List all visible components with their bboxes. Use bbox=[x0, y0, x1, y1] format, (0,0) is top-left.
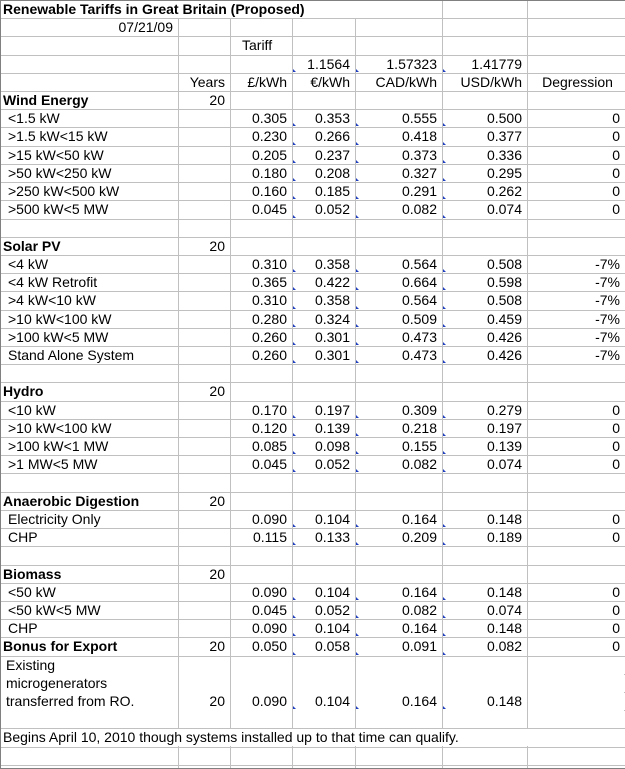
tariff-eur: 0.104 bbox=[314, 620, 350, 636]
comment-indicator-icon bbox=[356, 524, 359, 527]
tariff-gbp: 0.310 bbox=[251, 292, 287, 308]
tariff-cad: 0.327 bbox=[401, 165, 437, 181]
comment-indicator-icon bbox=[443, 524, 446, 527]
tariff-gbp: 0.085 bbox=[251, 438, 287, 454]
degression-value: 0 bbox=[612, 456, 620, 472]
row-label: CHP bbox=[8, 529, 38, 545]
row-label: <4 kW bbox=[8, 256, 49, 272]
tariff-gbp: 0.120 bbox=[251, 420, 287, 436]
tariff-cad: 0.564 bbox=[401, 256, 437, 272]
comment-indicator-icon bbox=[443, 69, 446, 72]
section-years: 20 bbox=[209, 493, 225, 509]
comment-indicator-icon bbox=[293, 142, 296, 145]
comment-indicator-icon bbox=[356, 342, 359, 345]
header-cad: CAD/kWh bbox=[375, 74, 437, 90]
comment-indicator-icon bbox=[443, 215, 446, 218]
comment-indicator-icon bbox=[356, 287, 359, 290]
comment-indicator-icon bbox=[356, 178, 359, 181]
section-title: Solar PV bbox=[3, 238, 61, 254]
section-years: 20 bbox=[209, 566, 225, 582]
comment-indicator-icon bbox=[443, 287, 446, 290]
comment-indicator-icon bbox=[356, 615, 359, 618]
tariff-gbp: 0.305 bbox=[251, 110, 287, 126]
tariff-cad: 0.209 bbox=[401, 529, 437, 545]
tariff-usd: 0.074 bbox=[486, 201, 522, 217]
header-eur: €/kWh bbox=[310, 74, 350, 90]
degression-value: 0 bbox=[612, 420, 620, 436]
tariff-eur: 0.208 bbox=[314, 165, 350, 181]
degression-value: 0 bbox=[612, 165, 620, 181]
comment-indicator-icon bbox=[293, 415, 296, 418]
tariff-cad: 0.155 bbox=[401, 438, 437, 454]
tariff-cad: 0.082 bbox=[401, 602, 437, 618]
tariff-eur: 0.237 bbox=[314, 147, 350, 163]
tariff-cad: 0.091 bbox=[401, 638, 437, 654]
row-label: >1 MW<5 MW bbox=[8, 456, 98, 472]
tariff-cad: 0.555 bbox=[401, 110, 437, 126]
row-label: >100 kW<5 MW bbox=[8, 329, 109, 345]
comment-indicator-icon bbox=[356, 306, 359, 309]
comment-indicator-icon bbox=[356, 123, 359, 126]
comment-indicator-icon bbox=[356, 215, 359, 218]
row-label: >50 kW<250 kW bbox=[8, 165, 112, 181]
tariff-usd: 0.598 bbox=[486, 274, 522, 290]
tariff-usd: 0.295 bbox=[486, 165, 522, 181]
section-years: 20 bbox=[209, 383, 225, 399]
tariff-usd: 0.426 bbox=[486, 347, 522, 363]
degression-value: 0 bbox=[612, 638, 620, 654]
comment-indicator-icon bbox=[443, 542, 446, 545]
comment-indicator-icon bbox=[443, 324, 446, 327]
comment-indicator-icon bbox=[443, 706, 446, 709]
comment-indicator-icon bbox=[356, 469, 359, 472]
tariff-eur: 0.139 bbox=[314, 420, 350, 436]
footer-note: Begins April 10, 2010 though systems installed up to that time can qualify. bbox=[3, 729, 459, 745]
comment-indicator-icon bbox=[443, 342, 446, 345]
degression-value: 0 bbox=[612, 128, 620, 144]
tariff-gbp: 0.090 bbox=[251, 584, 287, 600]
comment-indicator-icon bbox=[356, 633, 359, 636]
header-gbp: £/kWh bbox=[247, 74, 287, 90]
tariff-gbp: 0.260 bbox=[251, 329, 287, 345]
tariff-cad: 0.564 bbox=[401, 292, 437, 308]
tariff-eur: 0.197 bbox=[314, 402, 350, 418]
comment-indicator-icon bbox=[443, 597, 446, 600]
row-label: >10 kW<100 kW bbox=[8, 420, 112, 436]
tariff-gbp: 0.230 bbox=[251, 128, 287, 144]
existing-label-line: microgenerators bbox=[6, 675, 108, 691]
tariff-eur: 0.353 bbox=[314, 110, 350, 126]
tariff-usd: 0.508 bbox=[486, 256, 522, 272]
comment-indicator-icon bbox=[356, 360, 359, 363]
comment-indicator-icon bbox=[356, 706, 359, 709]
tariff-gbp: 0.045 bbox=[251, 201, 287, 217]
comment-indicator-icon bbox=[443, 269, 446, 272]
comment-indicator-icon bbox=[443, 196, 446, 199]
comment-indicator-icon bbox=[293, 306, 296, 309]
header-years: Years bbox=[189, 74, 225, 90]
tariff-usd: 0.148 bbox=[486, 584, 522, 600]
tariff-gbp: 0.260 bbox=[251, 347, 287, 363]
comment-indicator-icon bbox=[443, 160, 446, 163]
comment-indicator-icon bbox=[293, 652, 296, 655]
tariff-usd: 0.082 bbox=[486, 638, 522, 654]
row-label: <4 kW Retrofit bbox=[8, 274, 98, 290]
comment-indicator-icon bbox=[356, 433, 359, 436]
section-years: 20 bbox=[209, 238, 225, 254]
row-label: >1.5 kW<15 kW bbox=[8, 128, 108, 144]
row-label: >100 kW<1 MW bbox=[8, 438, 109, 454]
degression-value: -7% bbox=[595, 292, 620, 308]
gridline bbox=[0, 36, 625, 37]
comment-indicator-icon bbox=[293, 433, 296, 436]
tariff-eur: 0.266 bbox=[314, 128, 350, 144]
comment-indicator-icon bbox=[293, 542, 296, 545]
degression-value: 0 bbox=[612, 620, 620, 636]
tariff-gbp: 0.090 bbox=[251, 693, 287, 709]
tariff-cad: 0.309 bbox=[401, 402, 437, 418]
row-label: <10 kW bbox=[8, 402, 56, 418]
section-title: Hydro bbox=[3, 383, 44, 399]
section-title: Bonus for Export bbox=[3, 638, 118, 654]
comment-indicator-icon bbox=[356, 542, 359, 545]
comment-indicator-icon bbox=[443, 652, 446, 655]
tariff-eur: 0.104 bbox=[314, 584, 350, 600]
tariff-usd: 0.459 bbox=[486, 311, 522, 327]
comment-indicator-icon bbox=[293, 160, 296, 163]
tariff-eur: 0.052 bbox=[314, 201, 350, 217]
comment-indicator-icon bbox=[293, 215, 296, 218]
comment-indicator-icon bbox=[443, 451, 446, 454]
rate-usd: 1.41779 bbox=[471, 56, 522, 72]
degression-value: 0 bbox=[612, 602, 620, 618]
tariff-eur: 0.052 bbox=[314, 602, 350, 618]
sheet-title: Renewable Tariffs in Great Britain (Proposed) bbox=[3, 0, 363, 18]
comment-indicator-icon bbox=[293, 287, 296, 290]
row-label: <50 kW<5 MW bbox=[8, 602, 101, 618]
tariff-gbp: 0.310 bbox=[251, 256, 287, 272]
tariff-gbp: 0.045 bbox=[251, 602, 287, 618]
comment-indicator-icon bbox=[293, 597, 296, 600]
tariff-cad: 0.164 bbox=[401, 620, 437, 636]
row-label: <50 kW bbox=[8, 584, 56, 600]
tariff-usd: 0.148 bbox=[486, 511, 522, 527]
tariff-gbp: 0.090 bbox=[251, 511, 287, 527]
tariff-cad: 0.218 bbox=[401, 420, 437, 436]
tariff-cad: 0.473 bbox=[401, 347, 437, 363]
row-label: >250 kW<500 kW bbox=[8, 183, 120, 199]
existing-label-line: Existing bbox=[6, 657, 56, 673]
tariff-gbp: 0.045 bbox=[251, 456, 287, 472]
tariff-cad: 0.418 bbox=[401, 128, 437, 144]
degression-value: 0 bbox=[612, 201, 620, 217]
tariff-usd: 0.508 bbox=[486, 292, 522, 308]
row-label: Electricity Only bbox=[8, 511, 101, 527]
gridline bbox=[0, 219, 625, 220]
tariff-cad: 0.373 bbox=[401, 147, 437, 163]
comment-indicator-icon bbox=[356, 160, 359, 163]
tariff-gbp: 0.090 bbox=[251, 620, 287, 636]
comment-indicator-icon bbox=[356, 415, 359, 418]
comment-indicator-icon bbox=[293, 469, 296, 472]
degression-value: 0 bbox=[612, 183, 620, 199]
degression-value: 0 bbox=[612, 511, 620, 527]
tariff-usd: 0.189 bbox=[486, 529, 522, 545]
comment-indicator-icon bbox=[356, 142, 359, 145]
tariff-label: Tariff bbox=[242, 37, 273, 53]
tariff-eur: 0.098 bbox=[314, 438, 350, 454]
degression-value: -7% bbox=[595, 347, 620, 363]
header-usd: USD/kWh bbox=[460, 74, 522, 90]
gridline bbox=[0, 473, 625, 474]
comment-indicator-icon bbox=[293, 324, 296, 327]
tariff-eur: 0.104 bbox=[314, 693, 350, 709]
tariff-cad: 0.164 bbox=[401, 511, 437, 527]
tariff-eur: 0.104 bbox=[314, 511, 350, 527]
tariff-gbp: 0.205 bbox=[251, 147, 287, 163]
comment-indicator-icon bbox=[356, 69, 359, 72]
row-label: >10 kW<100 kW bbox=[8, 311, 112, 327]
gridline bbox=[527, 656, 528, 711]
section-years: 20 bbox=[209, 92, 225, 108]
comment-indicator-icon bbox=[293, 706, 296, 709]
comment-indicator-icon bbox=[293, 178, 296, 181]
tariff-usd: 0.336 bbox=[486, 147, 522, 163]
comment-indicator-icon bbox=[443, 360, 446, 363]
tariff-eur: 0.358 bbox=[314, 256, 350, 272]
comment-indicator-icon bbox=[356, 269, 359, 272]
degression-value: 0 bbox=[612, 529, 620, 545]
comment-indicator-icon bbox=[356, 196, 359, 199]
comment-indicator-icon bbox=[443, 615, 446, 618]
comment-indicator-icon bbox=[293, 524, 296, 527]
comment-indicator-icon bbox=[443, 469, 446, 472]
tariff-usd: 0.426 bbox=[486, 329, 522, 345]
header-degression: Degression bbox=[542, 74, 613, 90]
section-title: Biomass bbox=[3, 566, 62, 582]
section-title: Anaerobic Digestion bbox=[3, 493, 140, 509]
tariff-cad: 0.473 bbox=[401, 329, 437, 345]
rate-eur: 1.1564 bbox=[307, 56, 350, 72]
existing-label-line: transferred from RO. bbox=[6, 693, 135, 709]
tariff-usd: 0.074 bbox=[486, 456, 522, 472]
comment-indicator-icon bbox=[293, 69, 296, 72]
tariff-gbp: 0.170 bbox=[251, 402, 287, 418]
degression-value: 0 bbox=[612, 402, 620, 418]
tariff-cad: 0.164 bbox=[401, 584, 437, 600]
comment-indicator-icon bbox=[293, 615, 296, 618]
row-label: CHP bbox=[8, 620, 38, 636]
comment-indicator-icon bbox=[356, 451, 359, 454]
tariff-gbp: 0.280 bbox=[251, 311, 287, 327]
row-label: >4 kW<10 kW bbox=[8, 292, 96, 308]
section-title: Wind Energy bbox=[3, 92, 89, 108]
tariff-eur: 0.301 bbox=[314, 347, 350, 363]
gridline bbox=[0, 546, 625, 547]
tariff-eur: 0.358 bbox=[314, 292, 350, 308]
degression-value: 0 bbox=[612, 438, 620, 454]
comment-indicator-icon bbox=[293, 451, 296, 454]
tariff-gbp: 0.180 bbox=[251, 165, 287, 181]
sheet-date: 07/21/09 bbox=[118, 19, 173, 35]
comment-indicator-icon bbox=[293, 123, 296, 126]
comment-indicator-icon bbox=[293, 633, 296, 636]
tariff-gbp: 0.365 bbox=[251, 274, 287, 290]
tariff-gbp: 0.115 bbox=[253, 529, 287, 545]
row-label: <1.5 kW bbox=[8, 110, 60, 126]
row-label: >15 kW<50 kW bbox=[8, 147, 104, 163]
degression-value: 0 bbox=[612, 584, 620, 600]
comment-indicator-icon bbox=[356, 324, 359, 327]
comment-indicator-icon bbox=[443, 306, 446, 309]
tariff-cad: 0.509 bbox=[401, 311, 437, 327]
degression-value: -7% bbox=[595, 311, 620, 327]
comment-indicator-icon bbox=[443, 178, 446, 181]
comment-indicator-icon bbox=[356, 652, 359, 655]
rate-cad: 1.57323 bbox=[386, 56, 437, 72]
tariff-gbp: 0.050 bbox=[251, 638, 287, 654]
tariff-gbp: 0.160 bbox=[251, 183, 287, 199]
gridline bbox=[0, 364, 625, 365]
tariff-cad: 0.082 bbox=[401, 456, 437, 472]
tariff-usd: 0.279 bbox=[486, 402, 522, 418]
comment-indicator-icon bbox=[356, 597, 359, 600]
comment-indicator-icon bbox=[443, 633, 446, 636]
tariff-usd: 0.197 bbox=[486, 420, 522, 436]
tariff-usd: 0.500 bbox=[486, 110, 522, 126]
section-years: 20 bbox=[209, 693, 225, 709]
comment-indicator-icon bbox=[443, 142, 446, 145]
degression-value: -7% bbox=[595, 256, 620, 272]
tariff-cad: 0.164 bbox=[401, 693, 437, 709]
degression-value: 0 bbox=[612, 110, 620, 126]
tariff-cad: 0.664 bbox=[401, 274, 437, 290]
tariff-eur: 0.324 bbox=[314, 311, 350, 327]
gridline bbox=[0, 765, 625, 766]
tariff-eur: 0.133 bbox=[314, 529, 350, 545]
tariff-usd: 0.377 bbox=[486, 128, 522, 144]
gridline bbox=[0, 747, 625, 748]
comment-indicator-icon bbox=[293, 269, 296, 272]
degression-value: -7% bbox=[595, 329, 620, 345]
comment-indicator-icon bbox=[293, 360, 296, 363]
degression-value: 0 bbox=[612, 147, 620, 163]
tariff-eur: 0.422 bbox=[314, 274, 350, 290]
tariff-cad: 0.082 bbox=[401, 201, 437, 217]
comment-indicator-icon bbox=[443, 433, 446, 436]
tariff-eur: 0.052 bbox=[314, 456, 350, 472]
tariff-usd: 0.139 bbox=[486, 438, 522, 454]
row-label: Stand Alone System bbox=[8, 347, 135, 363]
tariff-usd: 0.262 bbox=[486, 183, 522, 199]
tariff-eur: 0.058 bbox=[314, 638, 350, 654]
degression-value: -7% bbox=[595, 274, 620, 290]
row-label: >500 kW<5 MW bbox=[8, 201, 109, 217]
tariff-eur: 0.185 bbox=[314, 183, 350, 199]
comment-indicator-icon bbox=[293, 196, 296, 199]
comment-indicator-icon bbox=[443, 123, 446, 126]
tariff-usd: 0.074 bbox=[486, 602, 522, 618]
tariff-cad: 0.291 bbox=[401, 183, 437, 199]
tariff-usd: 0.148 bbox=[486, 620, 522, 636]
tariff-eur: 0.301 bbox=[314, 329, 350, 345]
section-years: 20 bbox=[209, 638, 225, 654]
tariff-usd: 0.148 bbox=[486, 693, 522, 709]
comment-indicator-icon bbox=[443, 415, 446, 418]
comment-indicator-icon bbox=[293, 342, 296, 345]
